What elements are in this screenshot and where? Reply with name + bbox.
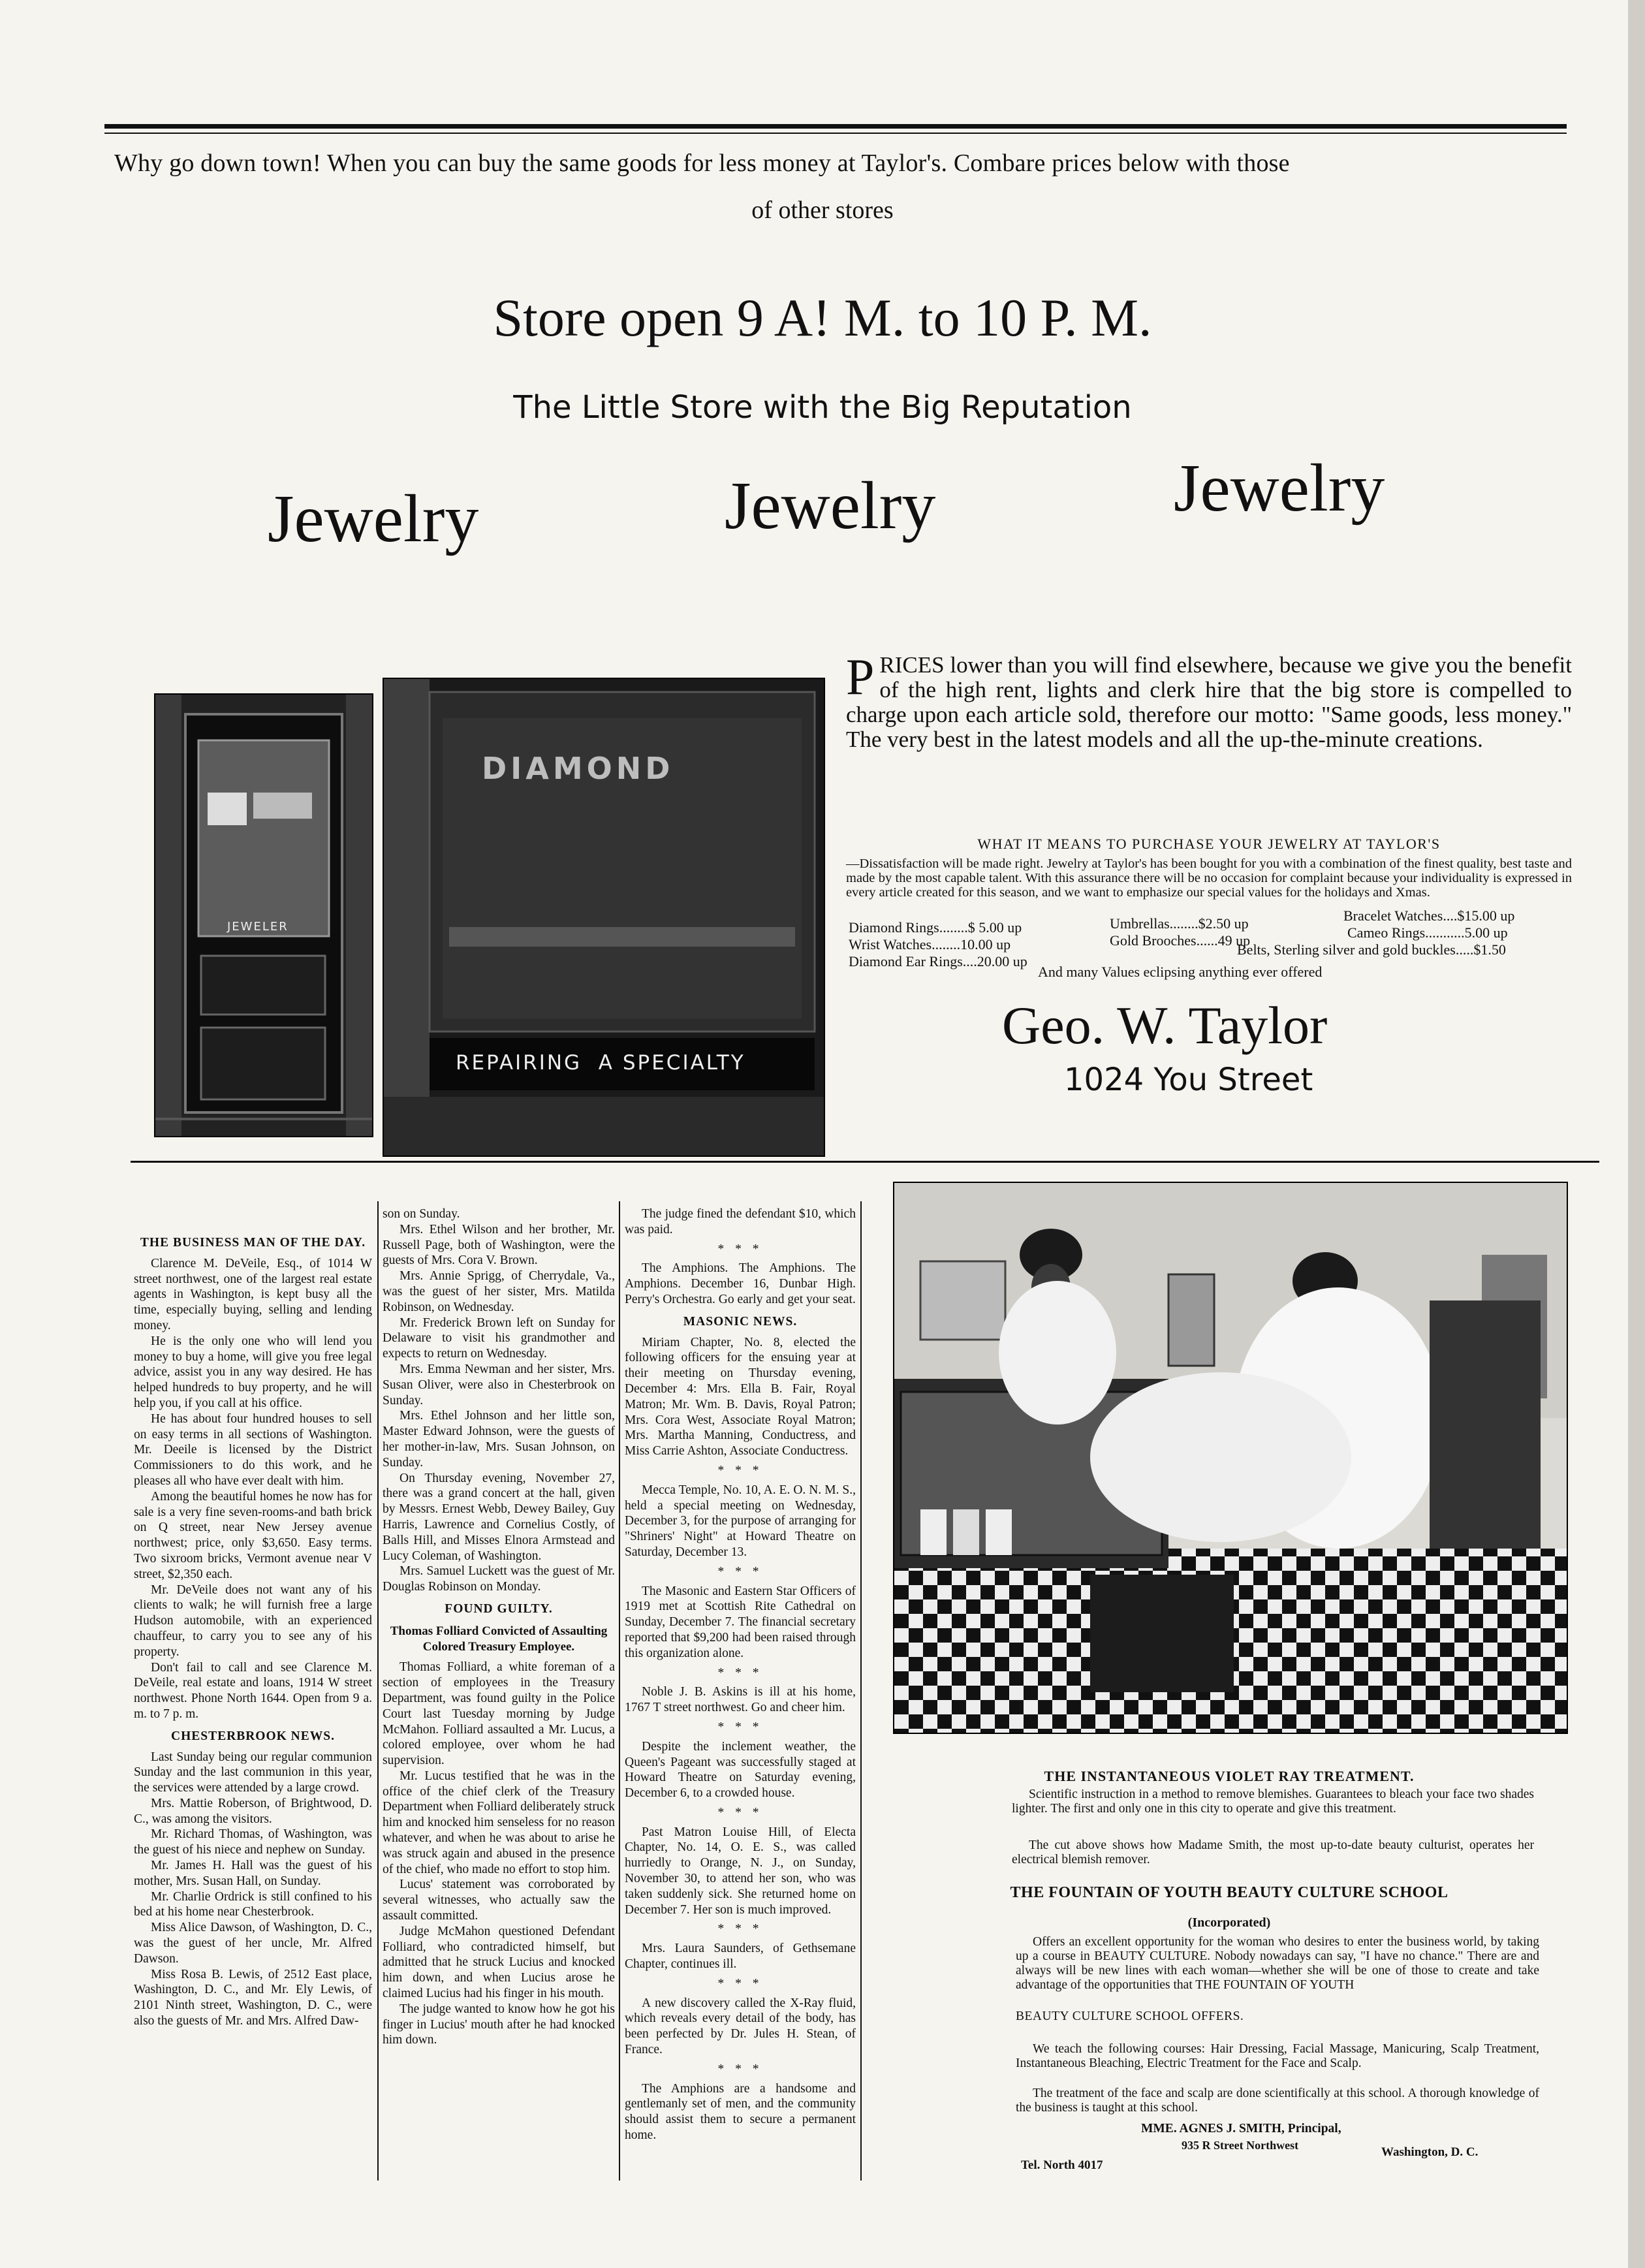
page-edge-right — [1628, 0, 1645, 2268]
prices-initial: P — [846, 648, 875, 705]
incorporated: (Incorporated) — [1187, 1915, 1271, 1930]
header-line1: Why go down town! When you can buy the same goods for less money at Taylor's. Combare prices below with those — [114, 150, 1290, 177]
price-diamond-ear-rings: Diamond Ear Rings....20.00 up — [849, 953, 1027, 969]
violet-ray-headline: THE INSTANTANEOUS VIOLET RAY TREATMENT. — [1044, 1768, 1415, 1784]
top-rule-thin — [104, 133, 1567, 134]
fountain-offer-text: Offers an excellent opportunity for the woman who desires to enter the business world, by taking up a course in BEAUTY CULTURE. Nobody nowadays can say, "I have no chance." There are and always will be new lines with each woman—whether she will be one of those to create and take advantage of the opportunities that THE FOUNTAIN OF YOUTH — [1016, 1935, 1539, 1992]
header-line2: of other stores — [751, 197, 894, 224]
school-telephone: Tel. North 4017 — [1021, 2158, 1103, 2172]
masonic-news-headline: MASONIC NEWS. — [683, 1314, 798, 1329]
values-line: And many Values eclipsing anything ever offered — [1038, 964, 1323, 980]
cut-above-text: The cut above shows how Madame Smith, the most up-to-date beauty culturist, operates her electrical blemish remover. — [1012, 1838, 1534, 1866]
jewelry-heading-2: Jewelry — [725, 468, 936, 543]
merchant-address: 1024 You Street — [1064, 1062, 1313, 1098]
what-it-means-heading: WHAT IT MEANS TO PURCHASE YOUR JEWELRY AT TAYLOR'S — [977, 836, 1441, 852]
price-umbrellas: Umbrellas........$2.50 up — [1110, 915, 1249, 932]
treatment-text: The treatment of the face and scalp are done scientifically at this school. A thorough knowledge of the business is taught at this school. — [1016, 2087, 1539, 2115]
news-column-2: son on Sunday. Mrs. Ethel Wilson and her brother, Mr. Russell Page, both of Washington, were the guests of Mrs. Cora V. Brown. Mrs. Annie Sprigg, of Cherrydale, Va., was the guest of her sister, Mrs. Matilda Robinson, on Wednesday. Mr. Frederick Brown left on Sunday for Delaware to visit his grandmother and expects to return on Wednesday. Mrs. Emma Newman and her sister, Mrs. Susan Oliver, were also in Chesterbrook on Sunday. Mrs. Ethel Johnson and her little son, Master Edward Johnson, were the guests of her mother-in-law, Mrs. Susan Johnson, on Sunday. On Thursday evening, November 27, there was a grand concert at the hall, given by Messrs. Ernest Webb, Dewey Bailey, Guy Harris, Lawrence and Cornelius Costly, of Balls Hill, and Misses Elnora Armstead and Lucy Coleman, of Washington. Mrs. Samuel Luckett was the guest of Mr. Douglas Robinson on Monday. FOUND GUILTY. Thomas Folliard Convicted of Assaulting Colored Treasury Employee. Thomas Folliard, a white foreman of a section of employees in the Treasury Department, was found guilty in the Police Court last Tuesday morning by Judge McMahon. Folliard assaulted a Mr. Lucus, a colored employee, over whom he had supervision. Mr. Lucus testified that he was in the office of the chief clerk of the Treasury Department when Folliard deliberately struck him and knocked him senseless for no reason whatever, and when he was about to arise he was struck again and abused in the presence of the chief, who made no effort to stop him. Lucus' statement was corroborated by several witnesses, who actually saw the assault committed. Judge McMahon questioned Defendant Folliard, who contradicted himself, but admitted that he struck Lucius and knocked him down, and when Lucius arose he claimed Lucius had his finger in his mouth. The judge wanted to know how he got his finger in Lucius' mouth after he had knocked him down. — [383, 1207, 615, 2047]
business-man-headline: THE BUSINESS MAN OF THE DAY. — [140, 1236, 366, 1250]
courses-text: We teach the following courses: Hair Dressing, Facial Massage, Manicuring, Scalp Treatment, Instantaneous Bleaching, Electric Treatment for the Face and Scalp. — [1016, 2042, 1539, 2070]
found-guilty-headline: FOUND GUILTY. — [445, 1601, 553, 1616]
fountain-headline: THE FOUNTAIN OF YOUTH BEAUTY CULTURE SCHOOL — [1010, 1884, 1449, 1901]
what-it-means-text: —Dissatisfaction will be made right. Jewelry at Taylor's has been bought for you with a combination of the finest quality, best taste and made by the most capable talent. With this assurance there will be no occasion for complaint because your individuality is expressed in every article created for this season, and we want to emphasize our special values for the holidays and Xmas. — [846, 857, 1572, 900]
column-rule-2 — [619, 1201, 620, 2181]
window-sign: DIAMOND — [482, 751, 674, 786]
price-diamond-rings: Diamond Rings........$ 5.00 up — [849, 919, 1022, 936]
door-sign: JEWELER — [227, 920, 289, 934]
column-rule-1 — [377, 1201, 379, 2181]
news-column-1: THE BUSINESS MAN OF THE DAY. Clarence M. DeVeile, Esq., of 1014 W street northwest, one of the largest real estate agents in Washington, is kept busy all the time, especially buying, selling and lending money. He is the only one who will lend you money to buy a home, will give you free legal advice, assist you in any way desired. He has helped hundreds to buy property, and he will help you, if you call at his office. He has about four hundred houses to sell on easy terms in all sections of Washington. Mr. Deeile is licensed by the District Commissioners to do this work, and he pleases all who have ever dealt with him. Among the beautiful homes he now has for sale is a very fine seven-rooms-and bath brick on Q street, near New Jersey avenue northwest; price, only $3,650. Easy terms. Two sixroom bricks, Vermont avenue near V street, $2,350 each. Mr. DeVeile does not want any of his clients to walk; he will furnish free a large Hudson automobile, with an experienced chauffeur, to carry you to see any of his property. Don't fail to call and see Clarence M. DeVeile, real estate and loans, 1914 W street northwest. Phone North 1644. Open from 9 a. m. to 7 p. m. CHESTERBROOK NEWS. Last Sunday being our regular communion Sunday and the last communion in this year, the services were attended by a large crowd. Mrs. Mattie Roberson, of Brightwood, D. C., was among the visitors. Mr. Richard Thomas, of Washington, was the guest of his niece and nephew on Sunday. Mr. James H. Hall was the guest of his mother, Mrs. Susan Hall, on Sunday. Mr. Charlie Ordrick is still confined to his bed at his home near Chesterbrook. Miss Alice Dawson, of Washington, D. C., was the guest of her uncle, Mr. Alfred Dawson. Miss Rosa B. Lewis, of 2512 East place, Washington, D. C., and Mr. Ely Lewis, of 2101 Ninth street, Washington, D. C., were also the guests of Mr. and Mrs. Alfred Daw- — [134, 1236, 372, 2028]
tagline: The Little Store with the Big Reputation — [513, 389, 1132, 426]
school-city: Washington, D. C. — [1381, 2145, 1479, 2159]
jewelry-heading-3: Jewelry — [1174, 450, 1385, 526]
fountain-offers: BEAUTY CULTURE SCHOOL OFFERS. — [1016, 2009, 1244, 2023]
violet-ray-text: Scientific instruction in a method to remove blemishes. Guarantees to bleach your face two shades lighter. The first and only one in this city to operate and give this treatment. — [1012, 1788, 1534, 1816]
price-gold-brooches: Gold Brooches......49 up — [1110, 932, 1251, 949]
top-rule — [104, 124, 1567, 129]
principal: MME. AGNES J. SMITH, Principal, — [1141, 2122, 1341, 2135]
store-window-photo — [383, 678, 825, 1157]
column-rule-3 — [860, 1201, 862, 2181]
school-street: 935 R Street Northwest — [1182, 2139, 1299, 2152]
merchant-name: Geo. W. Taylor — [1002, 996, 1328, 1055]
price-cameo-rings: Cameo Rings...........5.00 up — [1347, 924, 1508, 941]
price-bracelet-watches: Bracelet Watches....$15.00 up — [1343, 907, 1515, 924]
prices-paragraph — [846, 648, 1572, 752]
beauty-parlor-photo — [893, 1182, 1568, 1734]
price-belts: Belts, Sterling silver and gold buckles.....$1.50 — [1237, 941, 1506, 958]
store-hours: Store open 9 A! M. to 10 P. M. — [493, 288, 1152, 347]
found-guilty-subhead: Thomas Folliard Convicted of Assaulting Colored Treasury Employee. — [390, 1624, 608, 1654]
price-wrist-watches: Wrist Watches........10.00 up — [849, 936, 1011, 953]
prices-text: RICES lower than you will find elsewhere, because we give you the benefit of the high rent, lights and clerk hire that the big store is compelled to charge upon each article sold, therefore our motto: "Same goods, less money." The very best in the latest models and all the up-the-minute creations. — [846, 652, 1572, 752]
chesterbrook-headline: CHESTERBROOK NEWS. — [171, 1729, 335, 1743]
store-door-photo — [154, 693, 373, 1137]
window-banner: REPAIRING A SPECIALTY — [456, 1051, 745, 1075]
jewelry-heading-1: Jewelry — [268, 481, 479, 556]
middle-rule — [131, 1161, 1599, 1163]
news-column-3: The judge fined the defendant $10, which was paid. * * * The Amphions. The Amphions. The Amphions. December 16, Dunbar High. Perry's Orchestra. Go early and get your seat. MASONIC NEWS. Miriam Chapter, No. 8, elected the following officers for the ensuing year at their meeting on Thursday evening, December 4: Mrs. Ella B. Fair, Royal Matron; Mr. Wm. B. Davis, Royal Patron; Mrs. Cora West, Associate Royal Matron; Mrs. Martha Manning, Conductress, and Miss Carrie Ashton, Associate Conductress. * * * Mecca Temple, No. 10, A. E. O. N. M. S., held a special meeting on Wednesday, December 3, for the purpose of arranging for "Shriners' Night" at Howard Theatre on Saturday, December 13. * * * The Masonic and Eastern Star Officers of 1919 met at Scottish Rite Cathedral on Sunday, December 7. The financial secretary reported that $9,200 had been raised through this organization alone. * * * Noble J. B. Askins is ill at his home, 1767 T street northwest. Go and cheer him. * * * Despite the inclement weather, the Queen's Pageant was successfully staged at Howard Theatre on Saturday evening, December 6, to a crowded house. * * * Past Matron Louise Hill, of Electa Chapter, No. 14, O. E. S., was called hurriedly to Orange, N. J., on Sunday, November 30, to attend her son, who was taken suddenly sick. She returned home on December 7. Her son is much improved. * * * Mrs. Laura Saunders, of Gethsemane Chapter, continues ill. * * * A new discovery called the X-Ray fluid, which reveals every detail of the body, has been perfected by Dr. Jules H. Stean, of France. * * * The Amphions are a handsome and gentlemanly set of men, and the community should assist them to secure a permanent home. — [625, 1207, 856, 2143]
